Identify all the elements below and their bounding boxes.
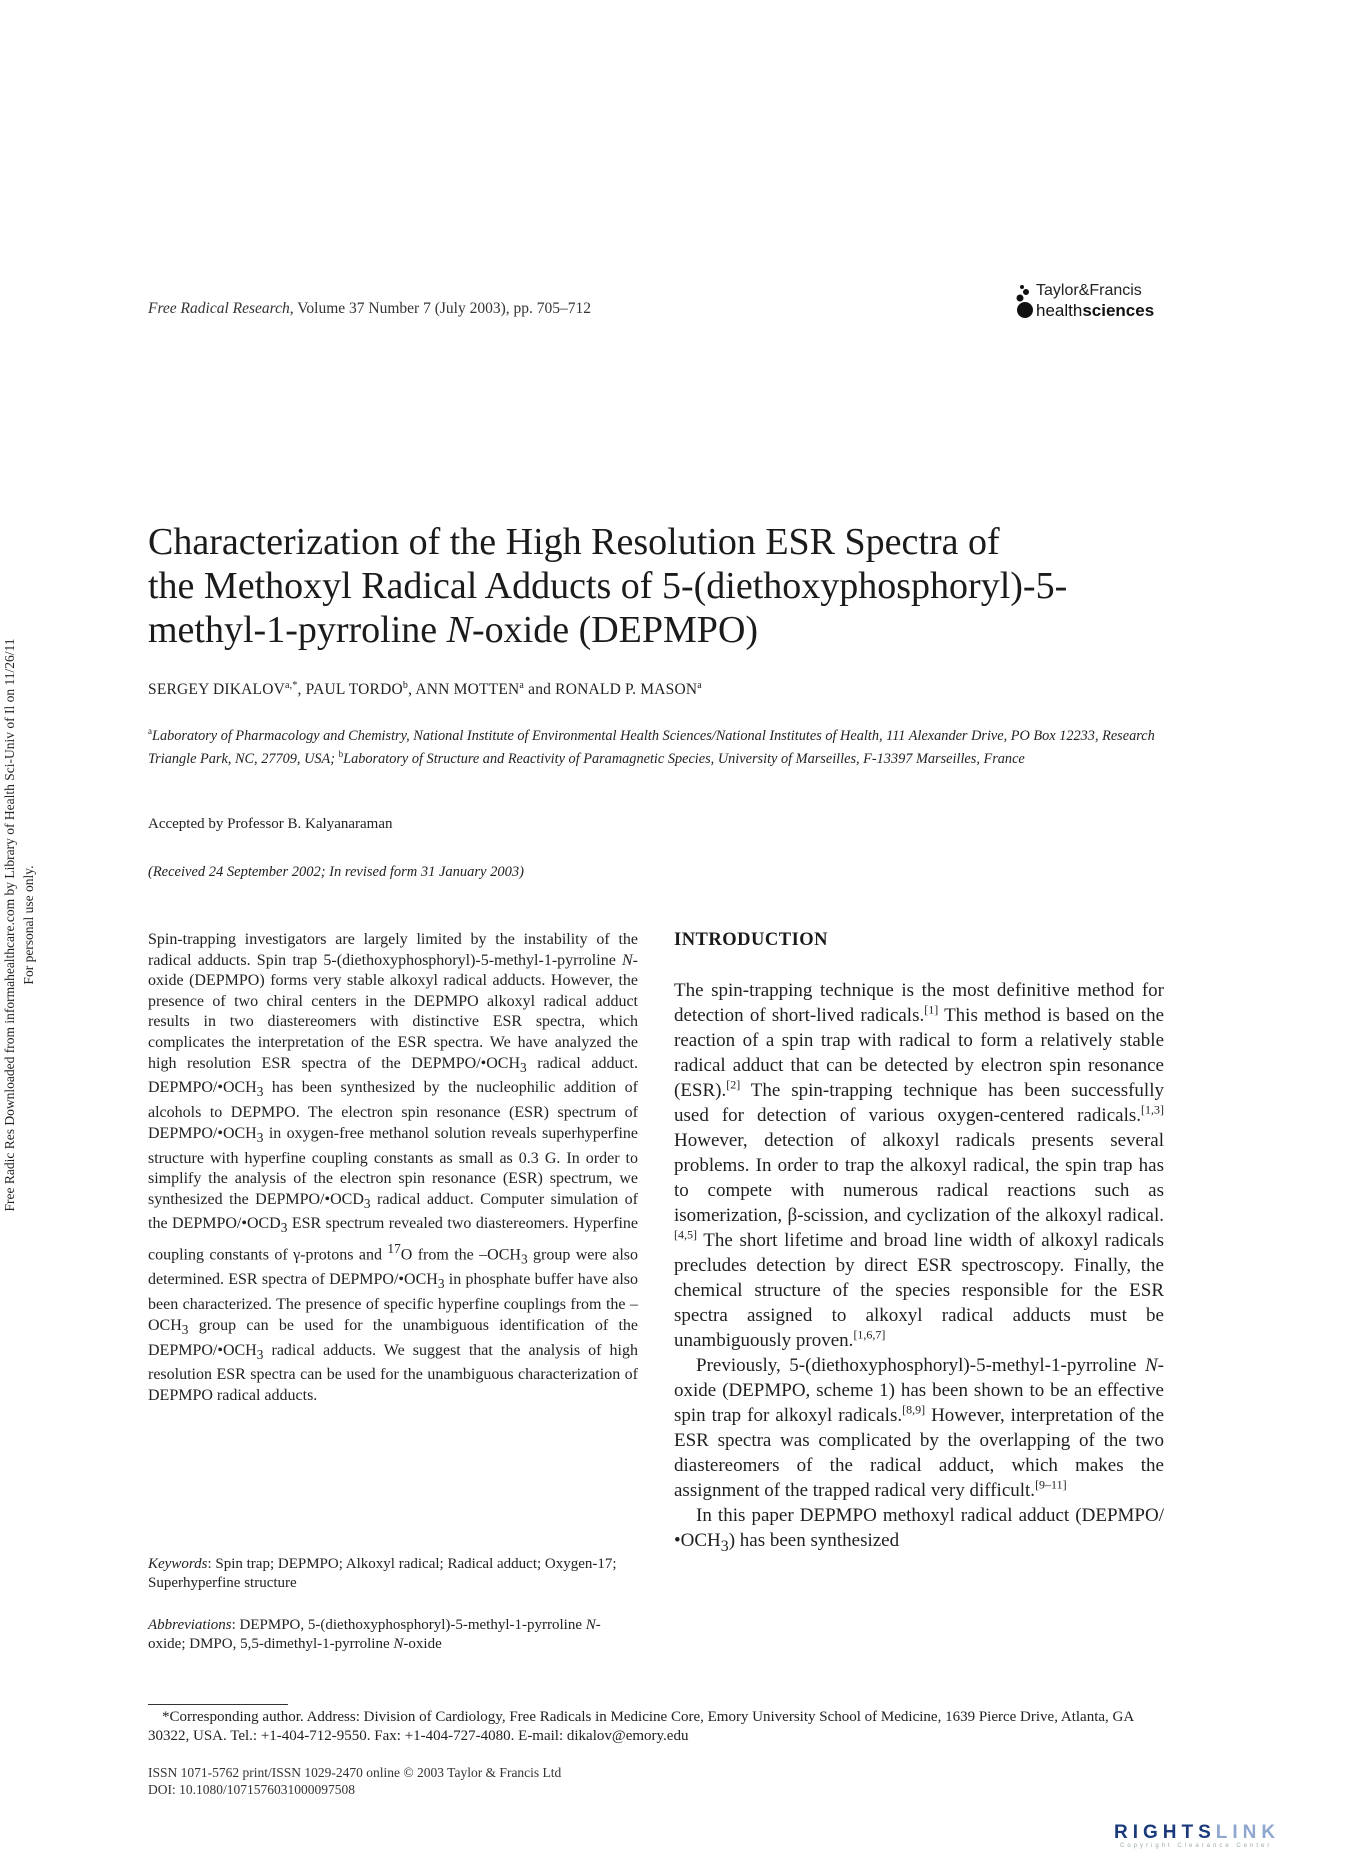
abs-s3: 3 (256, 1129, 264, 1145)
abs-s4: 3 (363, 1195, 371, 1211)
affiliations (148, 722, 1168, 769)
title-line-3-c: -oxide (DEPMPO) (472, 609, 759, 651)
author-2: , PAUL TORDO (297, 681, 403, 699)
intro-b3: However, interpretation of the ESR spectra was complicated by the overlapping of the two diastereomers of the radical adduct, which makes the assignment of the trapped radical very difficult. (674, 1405, 1165, 1501)
abstract (148, 930, 638, 1406)
author-1-sup: a, (284, 680, 293, 691)
abs-s1: 3 (520, 1059, 527, 1075)
intro-a3: The spin-trapping technique has been successfully used for detection of various oxygen-centered radicals. (674, 1080, 1164, 1126)
abs-t7: ESR spectrum revealed two diastereomers. Hyperfine coupling constants of γ-protons and (148, 1215, 638, 1264)
title-line-3-a: methyl-1-pyrroline (148, 609, 447, 651)
abs-n1: N (622, 951, 633, 969)
download-watermark-line1: Free Radic Res Downloaded from informahealthcare.com by Library of Health Sci-Univ of Il on 11/26/11 (2, 638, 17, 1212)
journal-citation (148, 300, 591, 318)
abs-t8: O from the –OCH (400, 1246, 521, 1264)
abs-s9: 3 (256, 1346, 264, 1362)
abs-sup17: 17 (387, 1241, 401, 1257)
author-3-sup: a (519, 680, 525, 691)
rightslink-subtitle: Copyright Clearance Center (1120, 1843, 1273, 1849)
abbrev-label: Abbreviations (148, 1617, 232, 1633)
publisher-division-part1: health (1036, 301, 1083, 320)
abbrev-n1: N (585, 1617, 596, 1633)
journal-name: Free Radical Research (148, 300, 290, 317)
abbrev-t2: -oxide; DMPO, 5,5-dimethyl-1-pyrroline (148, 1617, 601, 1652)
intro-c2: ) has been synthesized (728, 1530, 900, 1551)
rightslink-part1: RIGHTS (1114, 1822, 1216, 1843)
abs-t10: in phosphate buffer have also been characterized. The presence of specific hyperfine couplings from the –OCH (148, 1271, 638, 1334)
abs-t2: -oxide (DEPMPO) forms very stable alkoxyl radical adducts. However, the presence of two chiral centers in the DEPMPO alkoxyl radical adduct results in two diastereomers with distinctive ESR spectra, which complicates the interpretation of the ESR spectra. We have analyzed the high resolution ESR spectra of the DEPMPO/•OCH (148, 951, 638, 1072)
keywords (148, 1555, 638, 1593)
abs-t6: radical adduct. Computer simulation of the DEPMPO/•OCD (148, 1190, 638, 1233)
affil-b-text: Laboratory of Structure and Reactivity of Paramagnetic Species, University of Marseilles, F-13397 Marseilles, France (343, 751, 1025, 768)
title-line-3-n: N (446, 609, 472, 651)
citation-details: , Volume 37 Number 7 (July 2003), pp. 705–712 (289, 300, 591, 317)
doi-line: DOI: 10.1080/1071576031000097508 (148, 1782, 355, 1797)
intro-a5: The short lifetime and broad line width of alkoxyl radicals precludes detection by direct ESR spectroscopy. Finally, the chemical structure of the species responsible for the ESR spectra assigned to alkoxyl radical adducts must be unambiguously proven. (674, 1230, 1164, 1351)
intro-paragraph-2 (674, 1353, 1164, 1503)
abs-t12: radical adducts. We suggest that the analysis of high resolution ESR spectra can be used for the unambiguous characterization of DEPMPO radical adducts. (148, 1341, 638, 1404)
intro-ref-1: [1] (924, 1002, 939, 1017)
rightslink-logo[interactable] (1114, 1822, 1280, 1844)
author-1-star: * (292, 680, 298, 691)
intro-b2: -oxide (DEPMPO, scheme 1) has been shown to be an effective spin trap for alkoxyl radicals. (674, 1355, 1164, 1426)
section-heading-introduction: INTRODUCTION (674, 930, 829, 950)
keywords-label: Keywords (148, 1556, 208, 1572)
intro-paragraph-3 (674, 1503, 1164, 1559)
affil-a-text: Laboratory of Pharmacology and Chemistry, National Institute of Environmental Health Sciences/National Institutes of Health, 111 Alexander Drive, PO Box 12233, Research Triangle Park, NC, 27709, USA; (148, 727, 1155, 768)
intro-ref-4: [4,5] (674, 1227, 697, 1242)
intro-ref-5: [1,6,7] (853, 1327, 886, 1342)
abbrev-t3: -oxide (403, 1636, 442, 1652)
intro-ref-7: [9–11] (1035, 1477, 1067, 1492)
keywords-text: : Spin trap; DEPMPO; Alkoxyl radical; Radical adduct; Oxygen-17; Superhyperfine structure (148, 1556, 617, 1591)
rightslink-part2: LINK (1215, 1822, 1281, 1843)
abs-t11: group can be used for the unambiguous identification of the DEPMPO/•OCH (148, 1316, 638, 1359)
abs-t4: has been synthesized by the nucleophilic addition of alcohols to DEPMPO. The electron spin resonance (ESR) spectrum of DEPMPO/•OCH (148, 1079, 638, 1142)
intro-ref-3: [1,3] (1141, 1102, 1164, 1117)
intro-paragraph-1 (674, 978, 1164, 1353)
received-dates: (Received 24 September 2002; In revised form 31 January 2003) (148, 864, 524, 880)
intro-ref-2: [2] (726, 1077, 741, 1092)
intro-a4: However, detection of alkoxyl radicals presents several problems. In order to trap the alkoxyl radical, the spin trap has to compete with numerous radical reactions such as isomerization, β-scission, and cyclization of the alkoxyl radical. (674, 1130, 1164, 1226)
author-list (148, 680, 702, 699)
issn-line: ISSN 1071-5762 print/ISSN 1029-2470 online © 2003 Taylor & Francis Ltd (148, 1765, 562, 1780)
intro-b1: Previously, 5-(diethoxyphosphoryl)-5-methyl-1-pyrroline (696, 1355, 1145, 1376)
title-line-3 (148, 608, 1208, 652)
abs-t9: group were also determined. ESR spectra of DEPMPO/•OCH (148, 1246, 639, 1289)
publisher-name: Taylor&Francis (1036, 282, 1142, 299)
abbrev-n2: N (393, 1636, 404, 1652)
title-line-1: Characterization of the High Resolution ESR Spectra of (148, 521, 1000, 563)
affil-b-sup: b (338, 749, 344, 760)
footnote-rule (148, 1704, 288, 1705)
author-4: and RONALD P. MASON (524, 681, 698, 699)
corresponding-author-footnote: *Corresponding author. Address: Division of Cardiology, Free Radicals in Medicine Core, Emory University School of Medicine, 1639 Pierce Drive, Atlanta, GA 30322, USA. Tel.: +1-404-712-9550. Fax: +1-404-727-4080. E-mail: dikalov@emory.edu (148, 1709, 1134, 1744)
publisher-division-part2: sciences (1082, 301, 1155, 320)
accepted-by: Accepted by Professor B. Kalyanaraman (148, 816, 393, 832)
abs-s2: 3 (256, 1084, 264, 1100)
intro-a2: This method is based on the reaction of a spin trap with radical to form a relatively stable radical adduct that can be detected by electron spin resonance (ESR). (674, 1005, 1164, 1101)
abs-s8: 3 (181, 1321, 189, 1337)
abbreviations (148, 1616, 638, 1654)
author-2-sup: b (402, 680, 409, 691)
author-4-sup: a (697, 680, 702, 691)
title-line-2: the Methoxyl Radical Adducts of 5-(diethoxyphosphoryl)-5- (148, 565, 1068, 607)
affil-a-sup: a (148, 726, 152, 736)
intro-bn: N (1144, 1355, 1158, 1376)
intro-c1: In this paper DEPMPO methoxyl radical adduct (DEPMPO/•OCH (674, 1505, 1164, 1551)
download-watermark-line2: For personal use only. (21, 865, 36, 985)
abs-s7: 3 (437, 1276, 445, 1292)
issn-doi (148, 1764, 561, 1798)
article-title (148, 520, 1208, 652)
abs-t1: Spin-trapping investigators are largely limited by the instability of the radical adducts. Spin trap 5-(diethoxyphosphoryl)-5-methyl-1-pyrroline (148, 931, 638, 969)
publisher-logo-icon (1016, 284, 1036, 324)
download-watermark (0, 545, 38, 1305)
intro-a1: The spin-trapping technique is the most definitive method for detection of short-lived radicals. (674, 980, 1164, 1026)
abs-t3: radical adduct. DEPMPO/•OCH (148, 1054, 639, 1097)
abbrev-t1: : DEPMPO, 5-(diethoxyphosphoryl)-5-methyl-1-pyrroline (231, 1617, 586, 1633)
publisher-division (1036, 301, 1154, 321)
introduction-body (674, 978, 1164, 1559)
author-1: SERGEY DIKALOV (148, 681, 285, 699)
intro-ref-6: [8,9] (902, 1402, 926, 1417)
intro-cs: 3 (720, 1537, 729, 1555)
abs-s5: 3 (280, 1220, 288, 1236)
author-3: , ANN MOTTEN (408, 681, 520, 699)
abs-s6: 3 (520, 1251, 528, 1267)
abs-t5: in oxygen-free methanol solution reveals superhyperfine structure with hyperfine coupling constants as small as 0.3 G. In order to simplify the analysis of the electron spin resonance (ESR) spectrum, we synthesized the DEPMPO/•OCD (148, 1124, 638, 1208)
